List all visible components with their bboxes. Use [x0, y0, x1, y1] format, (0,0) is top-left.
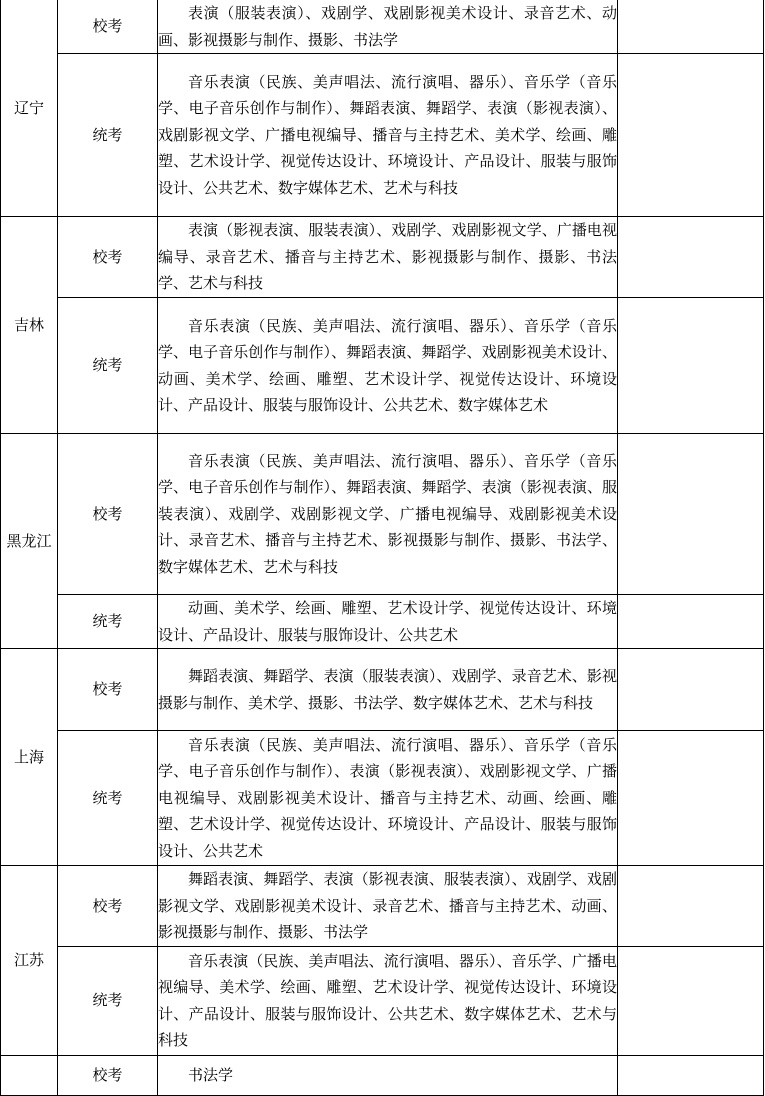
exam-type-cell: 校考	[58, 1055, 158, 1095]
province-cell: 江苏	[1, 866, 58, 1056]
exam-type-cell: 统考	[58, 54, 158, 217]
table-row	[1, 217, 764, 298]
table-row	[1, 595, 764, 649]
province-cell: 上海	[1, 649, 58, 866]
exam-type-cell: 校考	[58, 0, 158, 54]
majors-cell: 表演（影视表演、服装表演）、戏剧学、戏剧影视文学、广播电视编导、录音艺术、播音与主持艺术、影视摄影与制作、摄影、书法学、艺术与科技	[158, 217, 618, 298]
table-row	[1, 731, 764, 866]
majors-cell: 音乐表演（民族、美声唱法、流行演唱、器乐）、音乐学（音乐学、电子音乐创作与制作）、舞蹈表演、舞蹈学、戏剧影视美术设计、动画、美术学、绘画、雕塑、艺术设计学、视觉传达设计、环境设计、产品设计、服装与服饰设计、公共艺术、数字媒体艺术	[158, 298, 618, 434]
note-cell	[618, 0, 764, 54]
majors-cell: 动画、美术学、绘画、雕塑、艺术设计学、视觉传达设计、环境设计、产品设计、服装与服饰设计、公共艺术	[158, 595, 618, 649]
majors-cell: 音乐表演（民族、美声唱法、流行演唱、器乐）、音乐学、广播电视编导、美术学、绘画、雕塑、艺术设计学、视觉传达设计、环境设计、产品设计、服装与服饰设计、公共艺术、数字媒体艺术、艺术与科技	[158, 946, 618, 1055]
note-cell	[618, 217, 764, 298]
majors-cell: 舞蹈表演、舞蹈学、表演（服装表演）、戏剧学、录音艺术、影视摄影与制作、美术学、摄影、书法学、数字媒体艺术、艺术与科技	[158, 649, 618, 731]
table-row	[1, 649, 764, 731]
note-cell	[618, 595, 764, 649]
note-cell	[618, 434, 764, 595]
exam-type-cell: 统考	[58, 731, 158, 866]
note-cell	[618, 298, 764, 434]
province-cell: 辽宁	[1, 0, 58, 217]
table-row	[1, 946, 764, 1055]
majors-cell: 书法学	[158, 1055, 618, 1095]
exam-type-cell: 校考	[58, 434, 158, 595]
note-cell	[618, 1055, 764, 1095]
table-row	[1, 298, 764, 434]
exam-type-cell: 校考	[58, 649, 158, 731]
table-row	[1, 54, 764, 217]
province-cell	[1, 1055, 58, 1095]
majors-cell: 舞蹈表演、舞蹈学、表演（影视表演、服装表演）、戏剧学、戏剧影视文学、戏剧影视美术设计、录音艺术、播音与主持艺术、动画、影视摄影与制作、摄影、书法学	[158, 866, 618, 947]
note-cell	[618, 866, 764, 947]
province-cell: 吉林	[1, 217, 58, 434]
note-cell	[618, 54, 764, 217]
majors-cell: 音乐表演（民族、美声唱法、流行演唱、器乐）、音乐学（音乐学、电子音乐创作与制作）、舞蹈表演、舞蹈学、表演（影视表演）、戏剧影视文学、广播电视编导、播音与主持艺术、美术学、绘画、雕塑、艺术设计学、视觉传达设计、环境设计、产品设计、服装与服饰设计、公共艺术、数字媒体艺术、艺术与科技	[158, 54, 618, 217]
note-cell	[618, 946, 764, 1055]
note-cell	[618, 649, 764, 731]
exam-type-cell: 统考	[58, 298, 158, 434]
majors-cell: 表演（服装表演）、戏剧学、戏剧影视美术设计、录音艺术、动画、影视摄影与制作、摄影、书法学	[158, 0, 618, 54]
exam-type-cell: 统考	[58, 946, 158, 1055]
table-row	[1, 1055, 764, 1095]
table-row	[1, 0, 764, 54]
majors-cell: 音乐表演（民族、美声唱法、流行演唱、器乐）、音乐学（音乐学、电子音乐创作与制作）、表演（影视表演）、戏剧影视文学、广播电视编导、戏剧影视美术设计、播音与主持艺术、动画、绘画、雕塑、艺术设计学、视觉传达设计、环境设计、产品设计、服装与服饰设计、公共艺术	[158, 731, 618, 866]
table-row	[1, 866, 764, 947]
exam-type-cell: 校考	[58, 217, 158, 298]
table-row	[1, 434, 764, 595]
exam-type-cell: 校考	[58, 866, 158, 947]
exam-type-cell: 统考	[58, 595, 158, 649]
note-cell	[618, 731, 764, 866]
province-cell: 黑龙江	[1, 434, 58, 649]
majors-cell: 音乐表演（民族、美声唱法、流行演唱、器乐）、音乐学（音乐学、电子音乐创作与制作）、舞蹈表演、舞蹈学、表演（影视表演、服装表演）、戏剧学、戏剧影视文学、广播电视编导、戏剧影视美术设计、录音艺术、播音与主持艺术、影视摄影与制作、摄影、书法学、数字媒体艺术、艺术与科技	[158, 434, 618, 595]
